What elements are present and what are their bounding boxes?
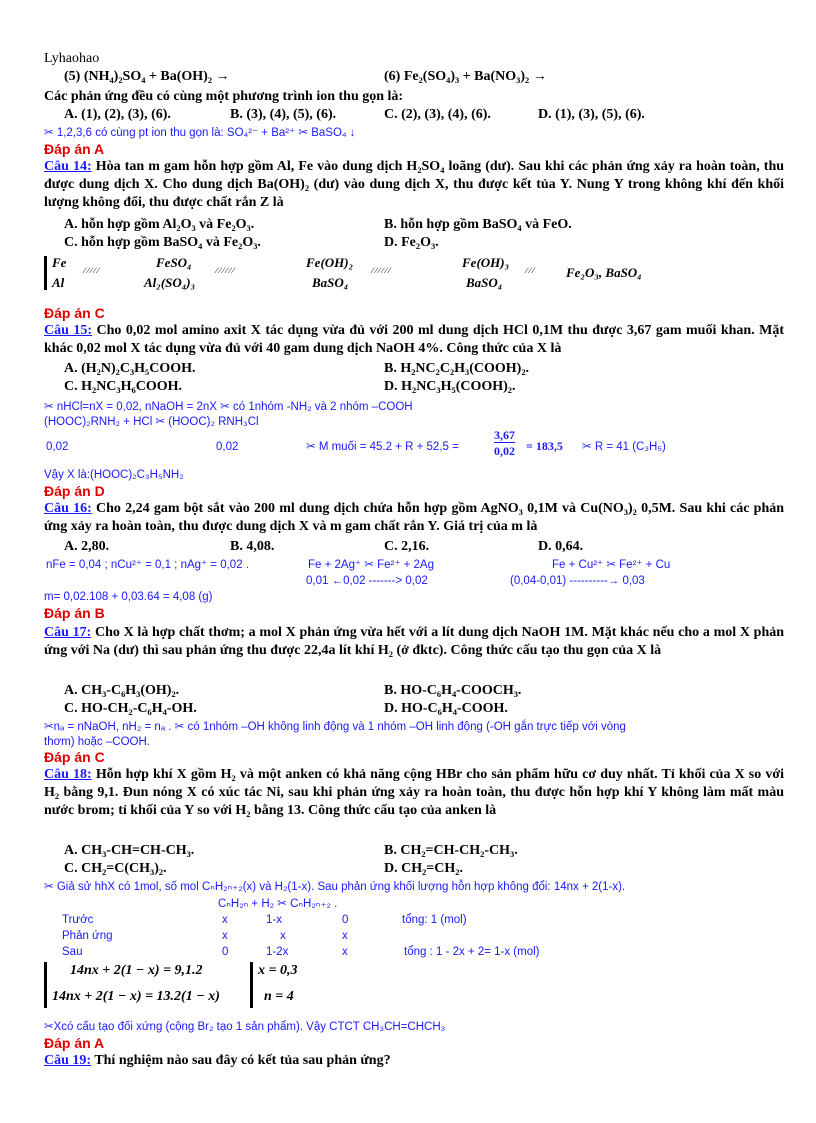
species-feso4: FeSO₄ — [156, 255, 192, 270]
table-cell: Trước — [62, 914, 94, 926]
left-brace — [44, 256, 47, 290]
table-cell: x — [280, 930, 286, 942]
reaction-6: (6) Fe₂(SO₄)₃ + Ba(NO₃)₂ → — [384, 69, 547, 84]
solution-reaction: Fe + 2Ag⁺ ✂ Fe²⁺ + 2Ag — [308, 559, 434, 571]
solution-equation: CₙH₂ₙ + H₂ ✂ CₙH₂ₙ₊₂ . — [218, 898, 338, 910]
left-brace — [44, 962, 47, 1008]
question-text: Hòa tan m gam hỗn hợp gồm Al, Fe vào dung dịch H₂SO₄ loãng (dư). Sau khi các phản ứng xảy ra hoàn toàn, thu được dung dịch X. Cho dung dịch Ba(OH)₂ (dư) vào dung dịch X, thu được kết tủa Y. Nung Y trong không khí đến khối lượng không đổi, thu được chất rắn Z là — [44, 159, 785, 210]
question-text: Thí nghiệm nào sau đây có kết tủa sau phản ứng? — [94, 1053, 391, 1068]
answer-label: Đáp án C — [44, 749, 105, 765]
question-number: Câu 17: — [44, 625, 92, 640]
question-17 — [44, 624, 784, 660]
question-15 — [44, 322, 784, 358]
option-b: B. hỗn hợp gồm BaSO₄ và FeO. — [384, 217, 572, 232]
option-a: A. (H₂N)₂C₃H₅COOH. — [64, 361, 196, 376]
table-cell: x — [342, 946, 348, 958]
table-cell: Sau — [62, 946, 83, 958]
reaction-5: (5) (NH₄)₂SO₄ + Ba(OH)₂ → — [64, 69, 230, 84]
solution-note: ✂ Giả sử hhX có 1mol, số mol CₙH₂ₙ₊₂(x) và H₂(1-x). Sau phản ứng khối lượng hỗn hợp không đổi: 14nx + 2(1-x). — [44, 881, 626, 893]
arrow-icon: ⁄ ⁄ ⁄ ⁄ ⁄ — [84, 266, 99, 275]
question-text: Cho 0,02 mol amino axit X tác dụng vừa đủ với 200 ml dung dịch HCl 0,1M thu được 3,67 gam muối khan. Mặt khác 0,02 mol X tác dụng vừa đủ với 40 gam dung dịch NaOH 4%. Công thức của X là — [44, 323, 785, 356]
table-cell: tổng : 1 - 2x + 2= 1-x (mol) — [404, 946, 540, 958]
option-a: A. CH₃-C₆H₃(OH)₂. — [64, 683, 180, 698]
species-final: Fe₂O₃, BaSO₄ — [566, 265, 642, 280]
solution-values: 0,01 ←0,02 -------> 0,02 — [306, 575, 428, 587]
option-c: C. hỗn hợp gồm BaSO₄ và Fe₂O₃. — [64, 235, 261, 250]
table-cell: x — [222, 930, 228, 942]
answer-label: Đáp án A — [44, 1035, 105, 1051]
question-number: Câu 18: — [44, 767, 92, 782]
species-al: Al — [52, 275, 65, 290]
arrow-icon: ⁄ ⁄ ⁄ ⁄ ⁄ ⁄ — [372, 266, 391, 275]
answer-label: Đáp án A — [44, 141, 105, 157]
question-text: Cho 2,24 gam bột sắt vào 200 ml dung dịch chứa hỗn hợp gồm AgNO₃ 0,1M và Cu(NO₃)₂ 0,5M. Sau khi các phản ứng xảy ra hoàn toàn, thu được dung dịch X và m gam chất rắn Y. Giá trị của m là — [44, 501, 785, 534]
solution-reaction: Fe + Cu²⁺ ✂ Fe²⁺ + Cu — [552, 559, 671, 571]
solution-note: ✂ nHCl=nX = 0,02, nNaOH = 2nX ✂ có 1nhóm -NH₂ và 2 nhóm –COOH — [44, 401, 413, 413]
option-a: A. 2,80. — [64, 539, 110, 554]
option-b: B. CH₂=CH-CH₂-CH₃. — [384, 843, 518, 858]
species-feoh2: Fe(OH)₂ — [306, 255, 354, 270]
solution-result: m= 0,02.108 + 0,03.64 = 4,08 (g) — [44, 591, 213, 603]
question-number: Câu 16: — [44, 501, 92, 516]
option-d: D. CH₂=CH₂. — [384, 861, 463, 876]
header-author: Lyhaohao — [44, 51, 100, 66]
answer-label: Đáp án B — [44, 605, 105, 621]
species-baso4: BaSO₄ — [466, 275, 503, 290]
answer-label: Đáp án D — [44, 483, 105, 499]
question-16 — [44, 500, 784, 536]
option-c: C. CH₂=C(CH₃)₂. — [64, 861, 167, 876]
question-number: Câu 19: — [44, 1053, 92, 1068]
option-d: D. Fe₂O₃. — [384, 235, 439, 250]
option-b: B. H₂NC₂C₂H₃(COOH)₂. — [384, 361, 530, 376]
species-baso4: BaSO₄ — [312, 275, 349, 290]
arrow-icon: ⁄ ⁄ ⁄ — [526, 266, 535, 275]
question-19 — [44, 1052, 391, 1070]
option-a: A. (1), (2), (3), (6). — [64, 107, 171, 122]
question-text: Cho X là hợp chất thơm; a mol X phản ứng vừa hết với a lít dung dịch NaOH 1M. Mặt khác nếu cho a mol X phản ứng với Na (dư) thì sau phản ứng thu được 22,4a lít khí H₂ (ở đktc). Công thức cấu tạo thu gọn của X là — [44, 625, 785, 658]
solution-value: 0,02 — [216, 441, 239, 453]
solution-note: ✂nₐ = nNaOH, nH₂ = nₐ . ✂ có 1nhóm –OH không linh động và 1 nhóm –OH linh động (-OH gắn trực tiếp với vòng — [44, 721, 626, 733]
table-cell: 0 — [342, 914, 349, 926]
table-cell: x — [342, 930, 348, 942]
system-result: n = 4 — [264, 989, 294, 1004]
answer-label: Đáp án C — [44, 305, 105, 321]
solution-note: (HOOC)₂RNH₂ + HCl ✂ (HOOC)₂ RNH₃Cl — [44, 416, 259, 428]
option-c: C. 2,16. — [384, 539, 430, 554]
option-c: C. H₂NC₃H₆COOH. — [64, 379, 182, 394]
question-18 — [44, 766, 784, 820]
table-cell: tổng: 1 (mol) — [402, 914, 467, 926]
solution-note: Vậy X là:(HOOC)₂C₃H₅NH₂ — [44, 469, 184, 481]
option-a: A. hỗn hợp gồm Al₂O₃ và Fe₂O₃. — [64, 217, 255, 232]
solution-values: (0,04-0,01) ----------→ 0,03 — [510, 575, 645, 587]
table-cell: 0 — [222, 946, 229, 958]
table-cell: Phản ứng — [62, 930, 113, 942]
option-b: B. 4,08. — [230, 539, 275, 554]
question-number: Câu 14: — [44, 159, 92, 174]
solution-result: = 183,5 — [526, 439, 563, 453]
table-cell: 1-x — [266, 914, 282, 926]
option-d: D. HO-C₆H₄-COOH. — [384, 701, 508, 716]
option-c: C. (2), (3), (4), (6). — [384, 107, 491, 122]
species-fe: Fe — [52, 255, 67, 270]
solution-note: thơm) hoặc –COOH. — [44, 736, 150, 748]
option-a: A. CH₃-CH=CH-CH₃. — [64, 843, 195, 858]
solution-note: ✂Xcó cấu tạo đối xứng (cộng Br₂ tạo 1 sản phẩm). Vậy CTCT CH₃CH=CHCH₃ — [44, 1021, 446, 1033]
table-cell: x — [222, 914, 228, 926]
solution-formula: ✂ M muối = 45.2 + R + 52,5 = — [306, 441, 459, 453]
system-result: x = 0,3 — [258, 963, 298, 978]
option-d: D. H₂NC₃H₅(COOH)₂. — [384, 379, 516, 394]
question-text: Các phản ứng đều có cùng một phương trình ion thu gọn là: — [44, 89, 404, 104]
table-cell: 1-2x — [266, 946, 289, 958]
option-d: D. (1), (3), (5), (6). — [538, 107, 645, 122]
solution-value: 0,02 — [46, 441, 69, 453]
left-brace — [250, 962, 253, 1008]
option-d: D. 0,64. — [538, 539, 584, 554]
system-equation: 14nx + 2(1 − x) = 13.2(1 − x) — [52, 989, 220, 1004]
species-feoh3: Fe(OH)₃ — [462, 255, 510, 270]
arrow-icon: ⁄ ⁄ ⁄ ⁄ ⁄ ⁄ — [216, 266, 235, 275]
option-b: B. HO-C₆H₄-COOCH₃. — [384, 683, 522, 698]
question-number: Câu 15: — [44, 323, 93, 338]
solution-note: ✂ 1,2,3,6 có cùng pt ion thu gọn là: SO₄²⁻ + Ba²⁺ ✂ BaSO₄ ↓ — [44, 127, 356, 139]
option-b: B. (3), (4), (5), (6). — [230, 107, 337, 122]
option-c: C. HO-CH₂-C₆H₄-OH. — [64, 701, 197, 716]
species-al2so4: Al₂(SO₄)₃ — [144, 275, 196, 290]
question-text: Hỗn hợp khí X gồm H₂ và một anken có khả năng cộng HBr cho sản phẩm hữu cơ duy nhất. Tỉ khối của X so với H₂ bằng 9,1. Đun nóng X có xúc tác Ni, sau khi phản ứng xảy ra hoàn toàn, thu được hỗn hợp khí Y không làm mất màu nước brom; tỉ khối của Y so với H₂ bằng 13. Công thức cấu tạo của anken là — [44, 767, 785, 818]
question-14 — [44, 158, 784, 212]
system-equation: 14nx + 2(1 − x) = 9,1.2 — [70, 963, 203, 978]
fraction-denominator: 0,02 — [494, 444, 515, 458]
fraction-numerator: 3,67 — [494, 428, 515, 442]
solution-result: ✂ R = 41 (C₃H₅) — [582, 441, 666, 453]
solution-note: nFe = 0,04 ; nCu²⁺ = 0,1 ; nAg⁺ = 0,02 . — [46, 559, 249, 571]
